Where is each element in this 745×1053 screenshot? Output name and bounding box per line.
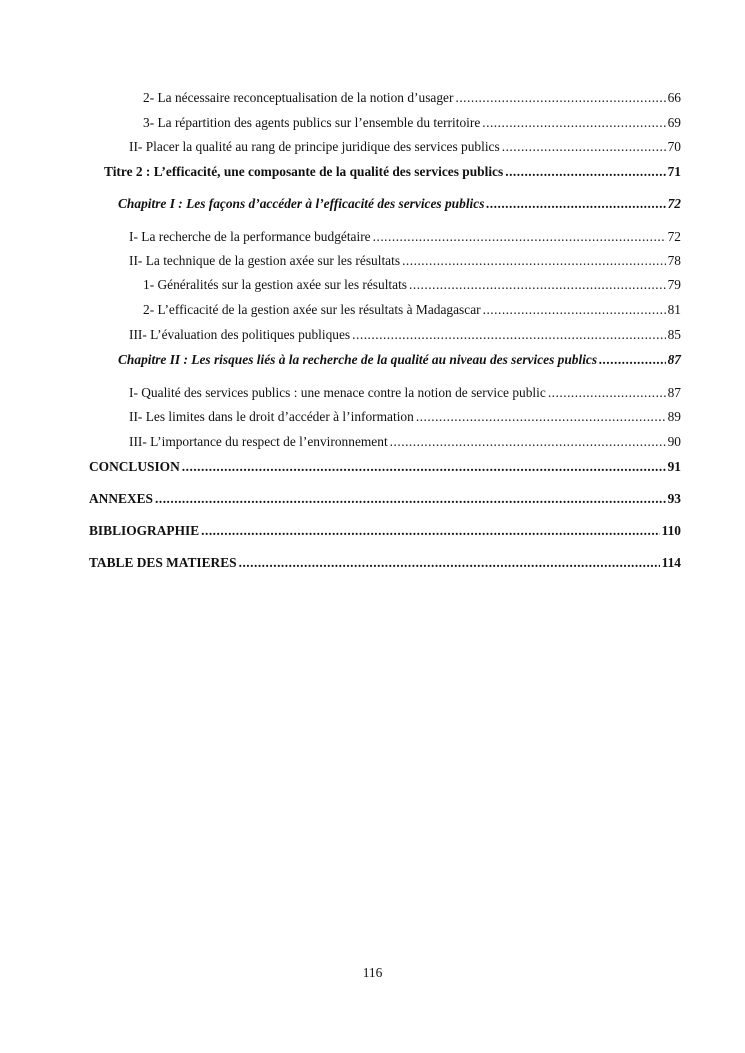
toc-entry-chapter <box>118 196 681 212</box>
toc-entry-page: 70 <box>667 139 681 154</box>
toc-entry-title: II- Les limites dans le droit d’accéder à l’information <box>129 409 414 424</box>
toc-leader-dots <box>239 555 660 571</box>
toc-entry <box>129 253 681 269</box>
toc-entry-page: 72 <box>667 196 681 211</box>
toc-entry-page: 110 <box>661 523 681 538</box>
toc-leader-dots <box>402 253 666 269</box>
toc-entry-page: 90 <box>667 434 681 449</box>
toc-entry-title: II- La technique de la gestion axée sur les résultats <box>129 253 401 268</box>
toc-entry-section <box>89 491 681 507</box>
toc-entry <box>143 115 681 131</box>
toc-entry <box>129 409 681 425</box>
toc-leader-dots <box>182 459 666 475</box>
toc-entry-page: 87 <box>667 385 681 400</box>
toc-entry-title: ANNEXES <box>89 491 153 506</box>
toc-entry <box>143 90 681 106</box>
toc-entry-page: 87 <box>667 352 681 367</box>
toc-entry-section <box>89 459 681 475</box>
toc-entry-title: CONCLUSION <box>89 459 180 474</box>
toc-entry-title: TABLE DES MATIERES <box>89 555 237 570</box>
toc-entry-chapter <box>118 352 681 368</box>
toc-leader-dots <box>455 90 665 106</box>
toc-leader-dots <box>373 229 666 245</box>
toc-entry-page: 89 <box>667 409 681 424</box>
toc-entry-page: 69 <box>667 115 681 130</box>
toc-entry <box>129 139 681 155</box>
toc-leader-dots <box>482 115 665 131</box>
toc-entry <box>143 277 681 293</box>
toc-entry-title: 3- La répartition des agents publics sur l’ensemble du territoire <box>143 115 481 130</box>
toc-entry-title: BIBLIOGRAPHIE <box>89 523 200 538</box>
toc-leader-dots <box>201 523 660 539</box>
toc-entry-title: 2- L’efficacité de la gestion axée sur les résultats à Madagascar <box>143 302 481 317</box>
toc-entry-page: 114 <box>661 555 681 570</box>
toc-entry-title: Titre 2 : L’efficacité, une composante de la qualité des services publics <box>104 164 504 179</box>
toc-entry-page: 85 <box>667 327 681 342</box>
toc-entry-page: 93 <box>667 491 681 506</box>
toc-entry <box>143 302 681 318</box>
toc-entry-title: Chapitre I : Les façons d’accéder à l’efficacité des services publics <box>118 196 485 211</box>
toc-entry-title: I- La recherche de la performance budgétaire <box>129 229 371 244</box>
toc-entry-title: Chapitre II : Les risques liés à la recherche de la qualité au niveau des services publics <box>118 352 598 367</box>
toc-entry-title: 2- La nécessaire reconceptualisation de la notion d’usager <box>143 90 454 105</box>
toc-entry-title-level <box>104 164 681 180</box>
toc-entry-section <box>89 523 681 539</box>
page-number: 116 <box>362 965 383 980</box>
toc-entry-title: III- L’importance du respect de l’environnement <box>129 434 388 449</box>
toc-entry-title: 1- Généralités sur la gestion axée sur les résultats <box>143 277 408 292</box>
toc-leader-dots <box>599 352 666 368</box>
toc-leader-dots <box>155 491 666 507</box>
toc-entry-page: 78 <box>667 253 681 268</box>
toc-leader-dots <box>548 385 666 401</box>
toc-entry <box>129 385 681 401</box>
toc-entry-title: II- Placer la qualité au rang de principe juridique des services publics <box>129 139 500 154</box>
toc-entry-title: I- Qualité des services publics : une menace contre la notion de service public <box>129 385 546 400</box>
toc-entry-page: 66 <box>667 90 681 105</box>
toc-entry-page: 71 <box>667 164 681 179</box>
toc-leader-dots <box>483 302 666 318</box>
toc-entry <box>129 327 681 343</box>
toc-leader-dots <box>486 196 665 212</box>
toc-entry <box>129 434 681 450</box>
toc-leader-dots <box>390 434 666 450</box>
toc-leader-dots <box>416 409 666 425</box>
toc-entry-section <box>89 555 681 571</box>
toc-leader-dots <box>409 277 666 293</box>
toc-entry-page: 91 <box>667 459 681 474</box>
toc-entry <box>129 229 681 245</box>
toc-leader-dots <box>502 139 666 155</box>
toc-entry-page: 81 <box>667 302 681 317</box>
toc-leader-dots <box>352 327 665 343</box>
toc-entry-title: III- L’évaluation des politiques publiques <box>129 327 351 342</box>
toc-entry-page: 79 <box>667 277 681 292</box>
toc-leader-dots <box>505 164 665 180</box>
toc-entry-page: 72 <box>667 229 681 244</box>
